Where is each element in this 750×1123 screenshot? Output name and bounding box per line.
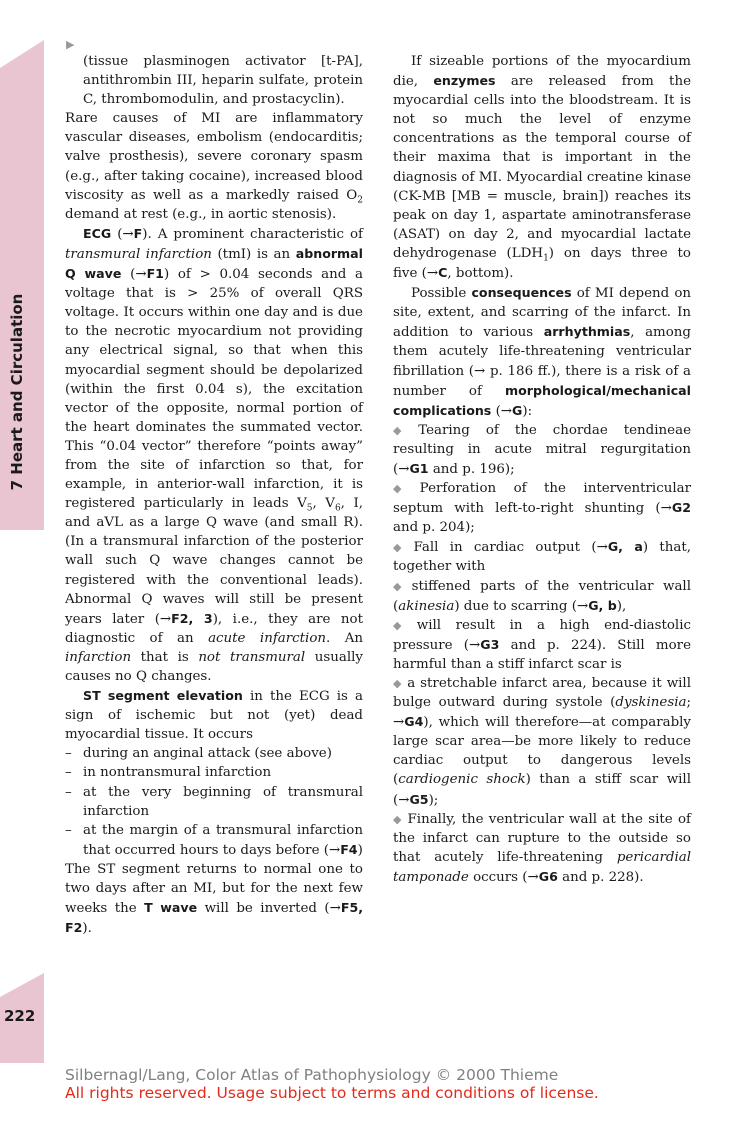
diamond-icon: ◆: [393, 482, 415, 496]
right-column: [393, 52, 691, 887]
diamond-icon: ◆: [393, 618, 412, 632]
license-notice: All rights reserved. Usage subject to terms and conditions of license.: [65, 1084, 599, 1102]
list-item: ◆ Finally, the ventricular wall at the site of the infarct can rupture to the outside so that acutely life-threatening pericardial tamponade occurs (→G6 and p. 228).: [393, 811, 691, 885]
consequences-paragraph: Possible consequences of MI depend on site, extent, and scarring of the infarct. In addition to various arrhythmias, among them acutely life-threatening ventricular fibrillation (→ p. 186 ff.), there is a risk of a number of morphological/mechanical complications (→G):: [393, 285, 692, 419]
enzymes-paragraph: If sizeable portions of the myocardium die, enzymes are released from the myocardial cells into the bloodstream. It is not so much the level of enzyme concentrations as the temporal course of their maxima that is important in the diagnosis of MI. Myocardial creatine kinase (CK-MB [MB = muscle, brain]) reaches its peak on day 1, aspartate aminotransferase (ASAT) on day 2, and myocardial lactate dehydrogenase $(LDH_1)$ on days three to five (→C, bottom).: [393, 54, 691, 282]
list-item: ◆ Tearing of the chordae tendineae resulting in acute mitral regurgitation (→G1 and p. 196);: [393, 422, 691, 477]
t-wave-paragraph: The ST segment returns to normal one to two days after an MI, but for the next few weeks the T wave will be inverted (→F5, F2).: [65, 861, 363, 937]
list-item: – at the margin of a transmural infarction that occurred hours to days before (→F4): [65, 821, 363, 860]
st-elevation-list: [65, 744, 363, 860]
diamond-icon: ◆: [393, 812, 403, 826]
continued-paragraph: (tissue plasminogen activator [t-PA], antithrombin III, heparin sulfate, protein C, thrombomodulin, and prostacyclin).: [83, 54, 363, 108]
list-item: ◆ Perforation of the interventricular septum with left-to-right shunting (→G2 and p. 204);: [393, 481, 691, 536]
diamond-icon: ◆: [393, 423, 414, 437]
ecg-paragraph: ECG (→F). A prominent characteristic of transmural infarction (tmI) is an abnormal Q wave (→F1) of > 0.04 seconds and a voltage that is > 25% of overall QRS voltage. It occurs within one day and is due to the necrotic myocardium not providing any electrical signal, so that when this myocardial segment should be depolarized (within the first 0.04 s), the excitation vector of the opposite, normal portion of the heart dominates the summated vector. This “0.04 vector” therefore “points away” from the site of infarction so that, for example, in anterior-wall infarction, it is registered particularly in leads $V_5$, $V_6$, I, and aVL as a large Q wave (and small R). (In a transmural infarction of the posterior wall such Q wave changes cannot be registered with the conventional leads). Abnormal Q waves will still be present years later (→F2, 3), i.e., they are not diagnostic of an acute infarction. An infarction that is not transmural usually causes no Q changes.: [65, 225, 364, 684]
page-number: 222: [4, 1007, 36, 1025]
rare-causes-paragraph: Rare causes of MI are inflammatory vascular diseases, embolism (endocarditis; valve prosthesis), severe coronary spasm (e.g., after taking cocaine), increased blood viscosity as well as a markedly raised $O_2$ demand at rest (e.g., in aortic stenosis).: [65, 111, 363, 222]
list-item: – at the very beginning of transmural infarction: [65, 783, 363, 821]
left-column: [65, 52, 363, 938]
list-item: ◆ will result in a high end-diastolic pressure (→G3 and p. 224). Still more harmful than a stiff infarct scar is: [393, 617, 691, 672]
copyright-notice: Silbernagl/Lang, Color Atlas of Pathophysiology © 2000 Thieme: [65, 1066, 559, 1084]
list-item: ◆ Fall in cardiac output (→G, a) that, together with: [393, 539, 691, 575]
list-item: ◆ a stretchable infarct area, because it will bulge outward during systole (dyskinesia; →G4), which will therefore—at comparably large scar area—be more likely to reduce cardiac output to dangerous levels (cardiogenic shock) than a stiff scar will (→G5);: [393, 676, 692, 808]
diamond-icon: ◆: [393, 677, 403, 690]
page-footer: [65, 1066, 599, 1102]
list-item: ◆ stiffened parts of the ventricular wall (akinesia) due to scarring (→G, b),: [393, 578, 692, 614]
list-item: – during an anginal attack (see above): [65, 744, 363, 763]
triangle-right-icon: ▶: [66, 38, 75, 51]
diamond-icon: ◆: [393, 541, 409, 555]
list-item: – in nontransmural infarction: [65, 763, 363, 782]
st-elevation-paragraph: ST segment elevation in the ECG is a sign of ischemic but not (yet) dead myocardial tissue. It occurs: [65, 688, 363, 743]
chapter-label: 7 Heart and Circulation: [8, 293, 26, 491]
diamond-icon: ◆: [393, 579, 407, 593]
